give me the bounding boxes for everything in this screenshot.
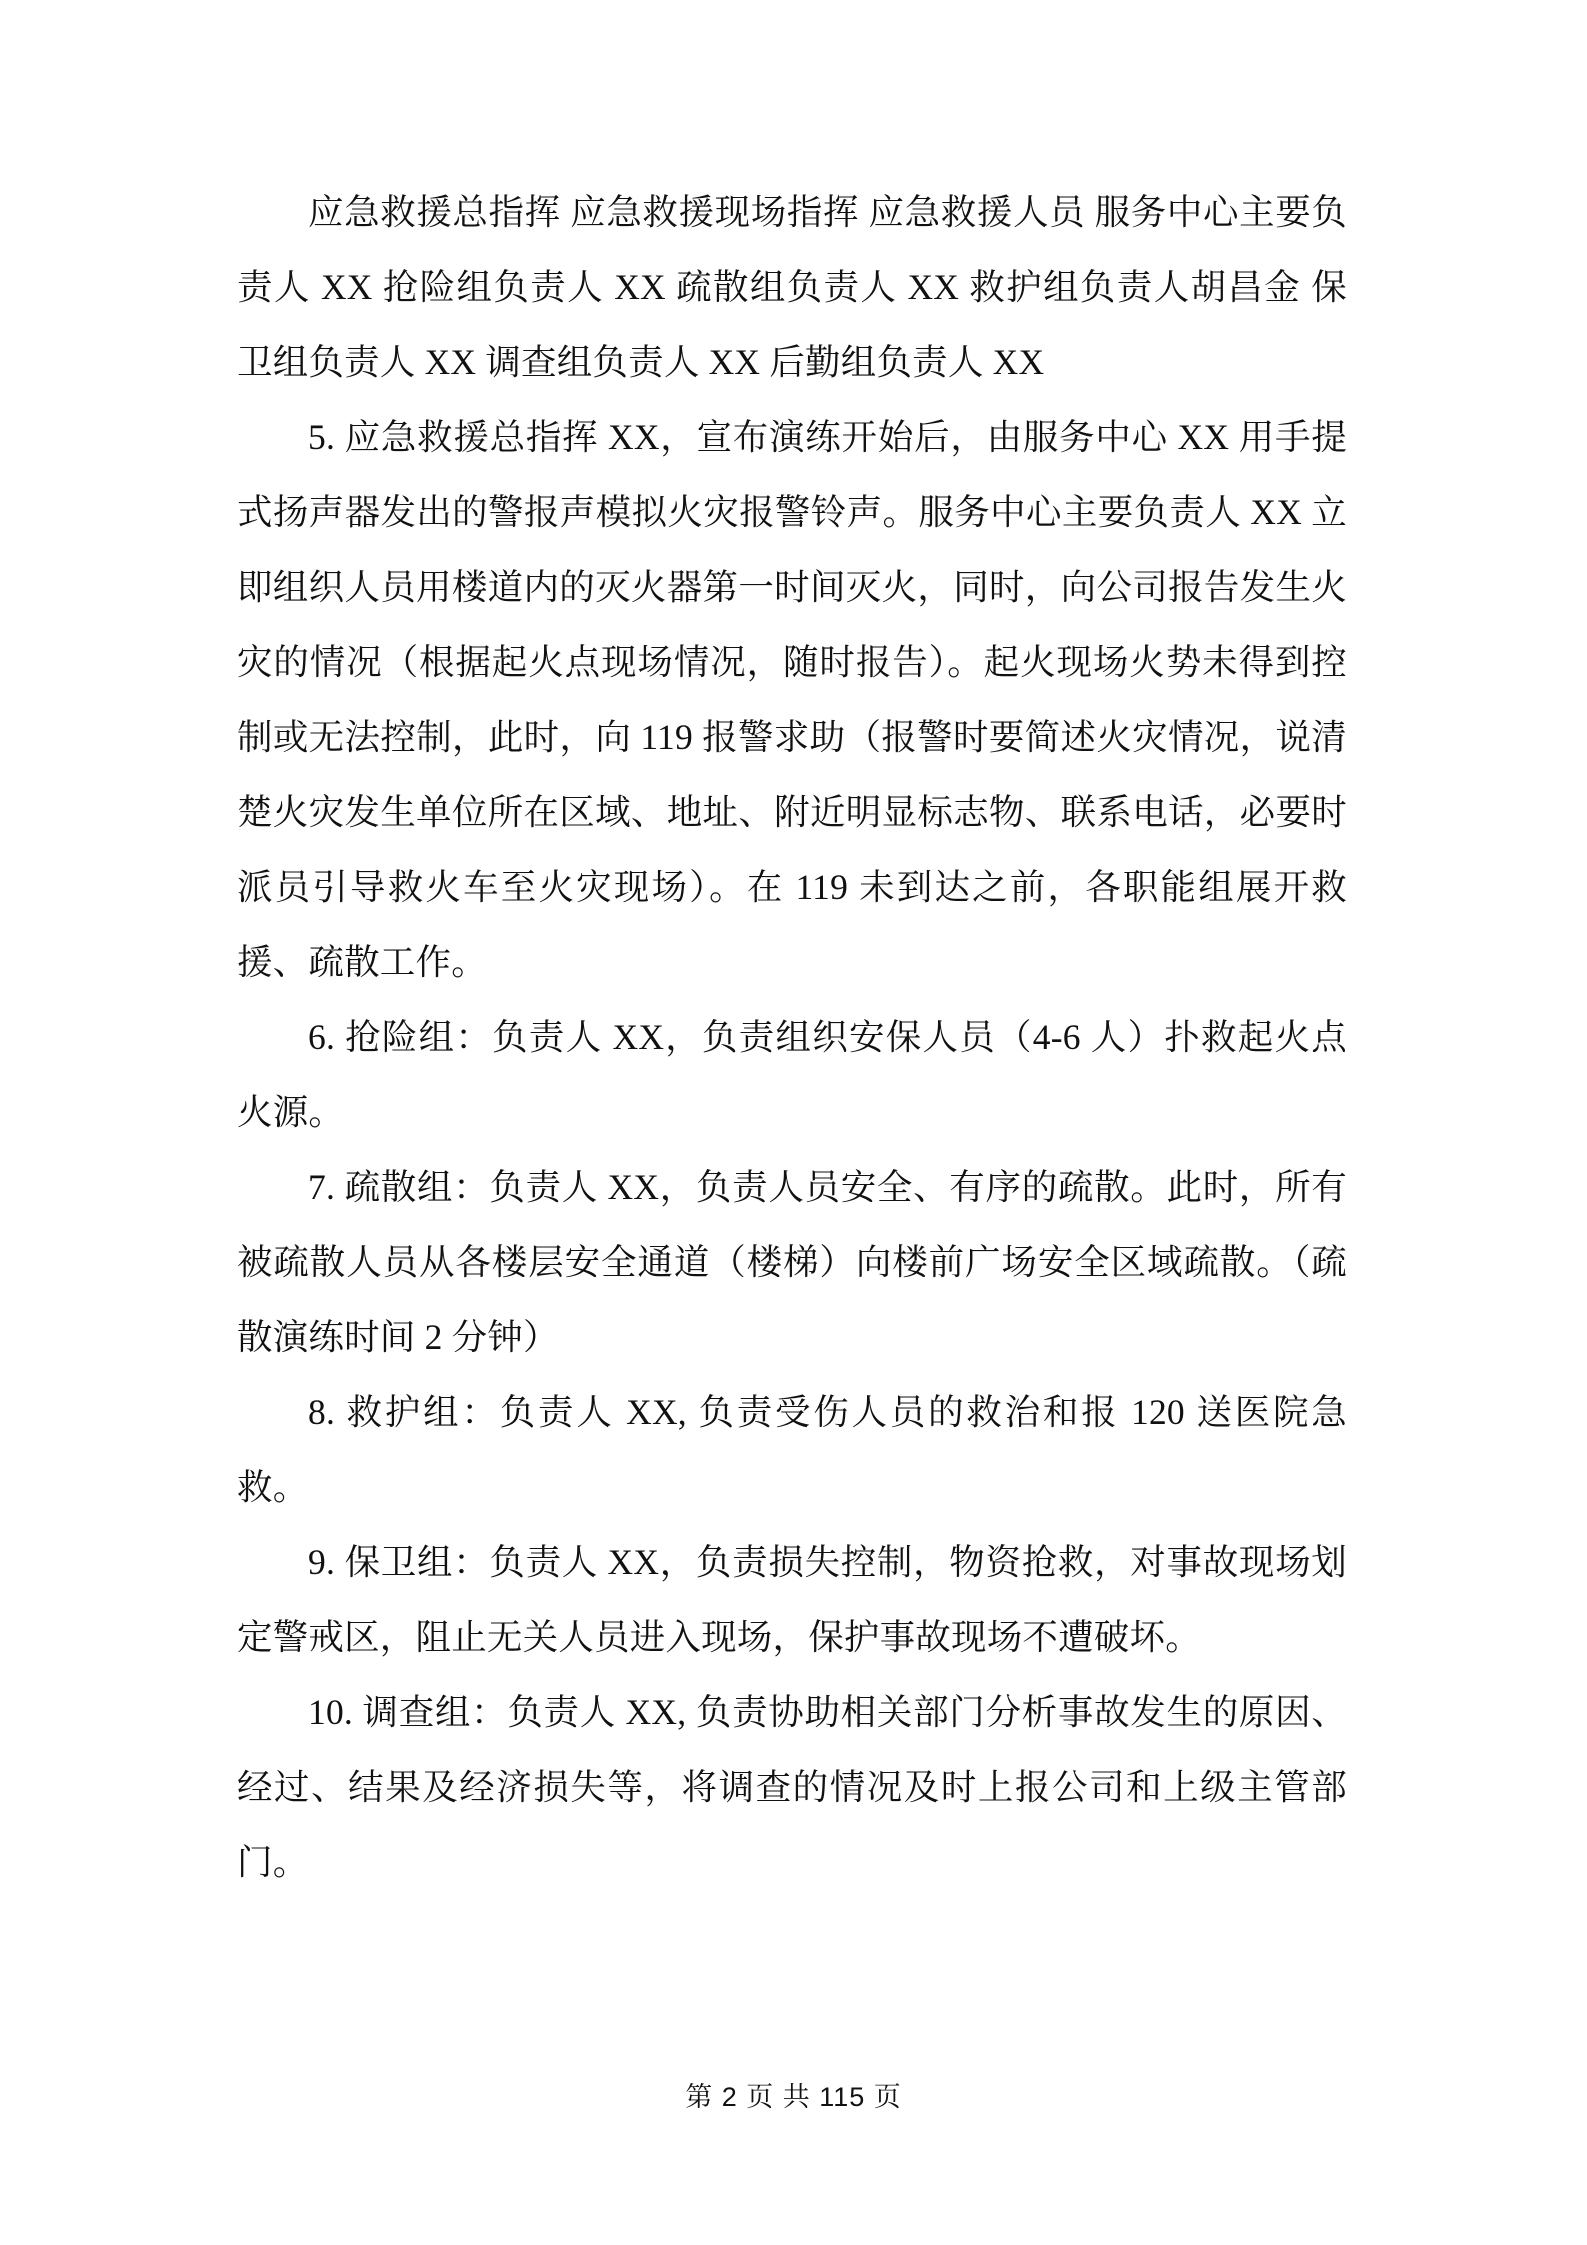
paragraph-roles-list: 应急救援总指挥 应急救援现场指挥 应急救援人员 服务中心主要负责人 XX 抢险组负责人 XX 疏散组负责人 XX 救护组负责人胡昌金 保卫组负责人 XX 调查组负责人 XX 后勤组负责人 XX (237, 192, 1347, 382)
page-footer: 第 2 页 共 115 页 (685, 2082, 902, 2112)
paragraph-item-7: 7. 疏散组：负责人 XX，负责人员安全、有序的疏散。此时，所有被疏散人员从各楼层安全通道（楼梯）向楼前广场安全区域疏散。（疏散演练时间 2 分钟） (237, 1167, 1347, 1357)
paragraph-item-8: 8. 救护组：负责人 XX, 负责受伤人员的救治和报 120 送医院急救。 (237, 1392, 1347, 1507)
paragraph-item-6: 6. 抢险组：负责人 XX，负责组织安保人员（4-6 人）扑救起火点火源。 (237, 1017, 1347, 1132)
paragraph-item-10: 10. 调查组：负责人 XX, 负责协助相关部门分析事故发生的原因、经过、结果及经济损失等，将调查的情况及时上报公司和上级主管部门。 (237, 1692, 1347, 1882)
document-body (237, 175, 1347, 1900)
paragraph-item-9: 9. 保卫组：负责人 XX，负责损失控制，物资抢救，对事故现场划定警戒区，阻止无关人员进入现场，保护事故现场不遭破坏。 (237, 1542, 1347, 1657)
paragraph-item-5: 5. 应急救援总指挥 XX，宣布演练开始后，由服务中心 XX 用手提式扬声器发出的警报声模拟火灾报警铃声。服务中心主要负责人 XX 立即组织人员用楼道内的灭火器第一时间灭火，同时，向公司报告发生火灾的情况（根据起火点现场情况，随时报告）。起火现场火势未得到控制或无法控制，此时，向 119 报警求助（报警时要简述火灾情况，说清楚火灾发生单位所在区域、地址、附近明显标志物、联系电话，必要时派员引导救火车至火灾现场）。在 119 未到达之前，各职能组展开救援、疏散工作。 (237, 417, 1347, 982)
